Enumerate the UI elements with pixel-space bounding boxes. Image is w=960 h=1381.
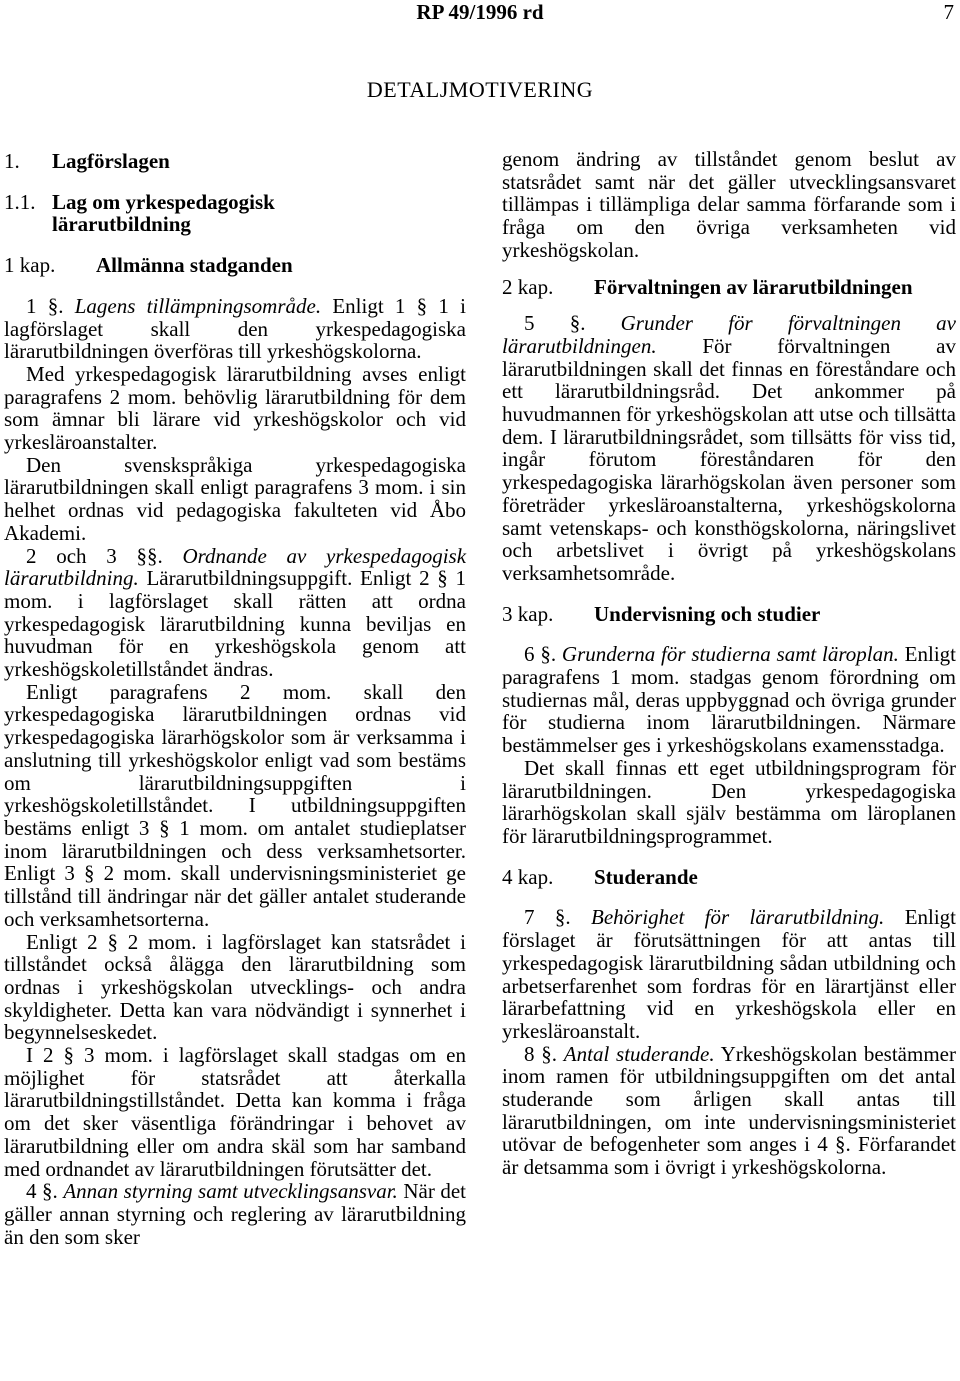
heading-lag-om-yrkespedagogisk: 1.1. Lag om yrkespedagogisk lärarutbildning xyxy=(4,189,275,237)
document-reference: RP 49/1996 rd xyxy=(416,0,544,24)
paragraph-5-par: 5 §. Grunder för förvaltningen av lärarutbildningen. För förvaltningen av lärarutbildningen skall det finnas en föreståndare och ett lärarutbildningsråd. Det ankommer på huvudmannen för yrkeshögskolan att utse och tillsätta dem. I lärarutbildningsrådet, som tillsätts för viss tid, ingår förutom föreståndaren för den yrkespedagogiska lärarhögskolan även personer som företräder yrkesläroanstalterna, yrkeshögskolorna samt vetenskaps- och konsthögskolorna, näringslivet och arbetslivet i övrigt på yrkeshögskolans verksamhetsområde. xyxy=(502,311,957,585)
paragraph-6-par: 6 §. Grunderna för studierna samt läroplan. Enligt paragrafens 1 mom. stadgas genom förordning om studiernas mål, deras uppbyggnad och övriga grunder för studierna inom lärarutbildningen. Närmare bestämmelser ges i yrkeshögskolans examensstadga. xyxy=(502,642,957,758)
heading-lagforslagen: 1. Lagförslagen xyxy=(4,149,170,173)
paragraph-4-par: 4 §. Annan styrning samt utvecklingsansvar. När det gäller annan styrning och reglering av lärarutbildning än den som sker xyxy=(4,1179,466,1249)
paragraph-8-par: 8 §. Antal studerande. Yrkeshögskolan bestämmer inom ramen för utbildningsuppgiften om det antal studerande som årligen skall antas till lärarutbildningen, om inte undervisningsministeriet utövar de befogenheter som anges i 4 §. Förfarandet är detsamma som i övrigt i yrkeshögskolorna. xyxy=(502,1041,956,1180)
right-column xyxy=(502,148,956,1179)
paragraph-genom-andring: genom ändring av tillståndet genom beslut av statsrådet samt när det gäller utvecklingsansvaret tillämpas i tillämpliga delar samma förfarande som i fråga om den övriga verksamheten vid yrkeshögskolan. xyxy=(502,147,956,262)
heading-3-kap: 3 kap. Undervisning och studier xyxy=(502,601,821,626)
heading-1-kap: 1 kap. Allmänna stadganden xyxy=(4,253,293,278)
paragraph-den-svensksprakiga: Den svenskspråkiga yrkespedagogiska lärarutbildningen skall enligt paragrafens 3 mom. i sin helhet ordnas vid pedagogiska fakulteten vid Åbo Akademi. xyxy=(4,452,466,545)
paragraph-2-och-3-par: 2 och 3 §§. Ordnande av yrkespedagogisk lärarutbildning. Lärarutbildningsuppgift. Enligt 2 § 1 mom. i lagförslaget skall rätten att ordna yrkespedagogisk lärarutbildning kunna beviljas en huvudman för en yrkeshögskola genom att yrkeshögskoletillståndet ändras. xyxy=(4,543,467,682)
page-number: 7 xyxy=(943,0,954,24)
paragraph-enligt-2-par-2-mom: Enligt 2 § 2 mom. i lagförslaget kan statsrådet i tillståndet också ålägga den lärarutbildning som ordnas i yrkeshögskolan utvecklings- och andra skyldigheter. Detta kan vara nödvändigt i synnerhet i begynnelseskedet. xyxy=(4,929,466,1045)
paragraph-i-2-par-3-mom: I 2 § 3 mom. i lagförslaget skall stadgas om en möjlighet för statsrådet att återkalla lärarutbildningstillståndet. Detta kan komma i fråga om det sker väsentliga förändringar i behovet av lärarutbildning eller om andra skäl som har samband med ordnandet av lärarutbildningen förutsätter det. xyxy=(4,1043,466,1181)
paragraph-enligt-paragrafens-2-mom: Enligt paragrafens 2 mom. skall den yrkespedagogiska lärarutbildningen ordnas vid yrkespedagogiska lärarhögskolor som är verksamma i anslutning till yrkeshögskolor enligt vad som bestäms om lärarutbildningsuppgiften i yrkeshögskoletillståndet. I utbildningsuppgiften bestäms enligt 3 § 1 mom. om antalet studieplatser inom lärarutbildningen och dess verksamhetsorter. Enligt 3 § 2 mom. skall undervisningsministeriet ge tillstånd till ändringar när det gäller antalet studerande och verksamhetsorterna. xyxy=(4,679,466,931)
paragraph-1-par: 1 §. Lagens tillämpningsområde. Enligt 1 § 1 i lagförslaget skall den yrkespedagogiska lärarutbildningen överföras till yrkeshögskolorna. xyxy=(4,293,467,364)
paragraph-7-par: 7 §. Behörighet för lärarutbildning. Enligt förslaget är förutsättningen för att antas till yrkespedagogisk lärarutbildning sådan utbildning och arbetserfarenhet som fordras för en lärartjänst eller lärarbefattning vid en yrkeshögskola eller en yrkesläroanstalt. xyxy=(502,905,957,1043)
heading-2-kap: 2 kap. Förvaltningen av lärarutbildningen xyxy=(502,274,913,299)
paragraph-det-skall-finnas: Det skall finnas ett eget utbildningsprogram för lärarutbildningen. Den yrkespedagogiska lärarhögskolan skall själv bestämma om läroplanen för lärarutbildningsprogrammet. xyxy=(502,755,956,848)
page-header xyxy=(0,0,960,26)
heading-4-kap: 4 kap. Studerande xyxy=(502,864,698,889)
left-column xyxy=(4,148,466,1248)
paragraph-med-yrkespedagogisk: Med yrkespedagogisk lärarutbildning avses enligt paragrafens 2 mom. behövlig lärarutbildning för dem som ämnar bli lärare vid yrkeshögskolor och vid yrkesläroanstalter. xyxy=(4,361,466,455)
section-title: DETALJMOTIVERING xyxy=(366,77,594,102)
